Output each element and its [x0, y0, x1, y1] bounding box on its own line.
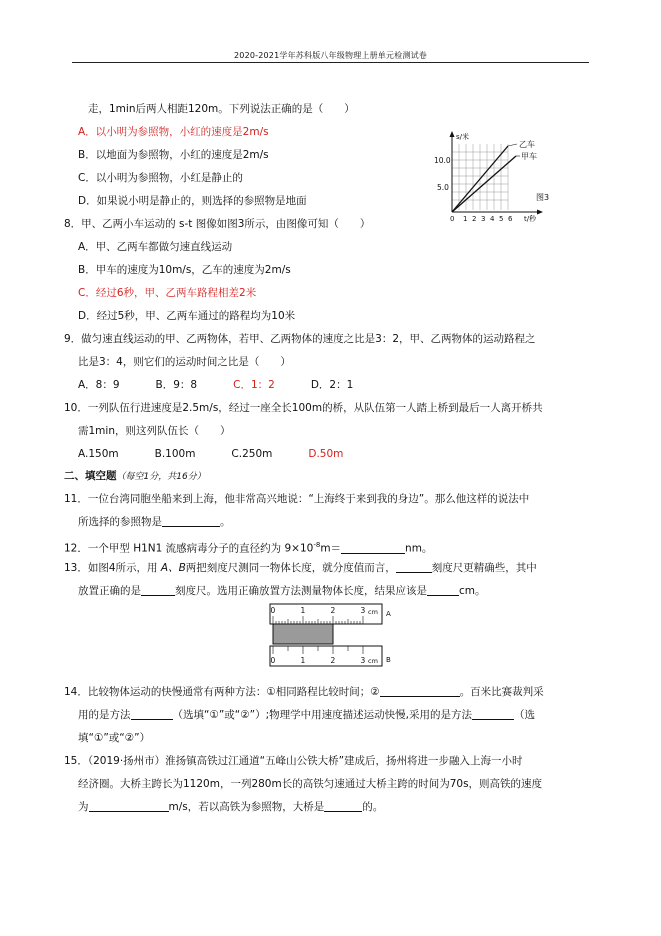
q14-text-d: （选填“①”或“②”）;物理学中用速度描述运动快慢,采用的是方法 — [172, 709, 472, 721]
ruler-a-tick-2: 2 — [330, 606, 336, 615]
q14-blank-1[interactable] — [380, 685, 460, 697]
ruler-b-unit: cm — [368, 657, 378, 665]
q9-line-1: 9．做匀速直线运动的甲、乙两物体，若甲、乙两物体的速度之比是3：2，甲、乙两物体的运动路程之 — [64, 333, 536, 345]
q13-text-e: 刻度尺。选用正确放置方法测量物体长度，结果应该是 — [175, 585, 427, 597]
graph-x-tick-1: 1 — [463, 215, 468, 223]
section-heading — [64, 469, 206, 484]
graph-figure-label: 图3 — [536, 193, 550, 202]
q8-option-d: D．经过5秒，甲、乙两车通过的路程均为10米 — [78, 310, 296, 322]
q15-line-2: 经济圈。大桥主跨长为1120m，一列280m长的高铁匀速通过大桥主跨的时间为70s，则高铁的速度 — [78, 778, 543, 790]
q12-text-c: nm。 — [405, 542, 433, 555]
q11-text: 所选择的参照物是 — [78, 516, 162, 528]
ruler-b-tick-1: 1 — [300, 656, 306, 665]
q11-period: 。 — [220, 516, 231, 528]
graph-y-arrow — [450, 131, 455, 137]
q15-text-b: m/s，若以高铁为参照物，大桥是 — [168, 801, 325, 813]
ruler-figure — [262, 602, 400, 672]
q7-option-c: C．以小明为参照物，小红是静止的 — [78, 172, 243, 184]
graph-x-axis-label: t/秒 — [524, 215, 537, 223]
graph-y-tick-5: 5.0 — [437, 183, 449, 192]
page-header: 2020-2021学年苏科版八年级物理上册单元检测试卷 — [233, 51, 427, 60]
q13-blank-3[interactable] — [427, 584, 459, 596]
q14-blank-2[interactable] — [131, 708, 173, 720]
q14-line-3: 填“①”或“②”） — [78, 732, 151, 744]
q15-blank-2[interactable] — [324, 800, 362, 812]
q15-line-1: 15．（2019·扬州市）淮扬镇高铁过江通道“五峰山公铁大桥”建成后，扬州将进一步融入上海一小时 — [64, 755, 523, 767]
graph-x-tick-5: 5 — [499, 215, 504, 223]
q14-text-c: 用的是方法 — [78, 709, 131, 721]
q10-options — [78, 447, 379, 461]
q13-blank-2[interactable] — [141, 584, 175, 596]
q8-option-a: A．甲、乙两车都做匀速直线运动 — [78, 241, 233, 253]
q12-line — [64, 538, 432, 556]
q13-text-f: cm。 — [459, 585, 486, 597]
q9-line-2: 比是3：4，则它们的运动时间之比是（ ） — [78, 356, 291, 368]
q12-text-a: 12．一个甲型 H1N1 流感病毒分子的直径约为 9×10 — [64, 542, 314, 555]
q8-stem: 8．甲、乙两小车运动的 s-t 图像如图3所示，由图像可知（ ） — [64, 218, 371, 230]
graph-x-tick-6: 6 — [508, 215, 513, 223]
q10-option-d: D.50m — [308, 448, 344, 460]
section-title: 二、填空题 — [64, 470, 117, 482]
q14-line-2 — [78, 708, 535, 722]
q14-text-b: 。百米比赛裁判采 — [459, 686, 544, 698]
q14-blank-3[interactable] — [472, 708, 514, 720]
q13-text-c: 刻度尺更精确些，其中 — [431, 562, 537, 574]
q13-line-1 — [64, 561, 537, 575]
ruler-b-tick-0: 0 — [270, 656, 276, 665]
q11-answer-blank[interactable] — [162, 515, 220, 527]
q15-text-a: 为 — [78, 801, 89, 813]
q7-option-a: A．以小明为参照物，小红的速度是2m/s — [78, 126, 269, 138]
graph-x-tick-4: 4 — [490, 215, 495, 223]
q10-option-a: A.150m — [78, 448, 119, 460]
q7-stem: 走，1min后两人相距120m。下列说法正确的是（ ） — [88, 103, 355, 115]
q7-option-d: D．如果说小明是静止的，则选择的参照物是地面 — [78, 195, 307, 207]
q13-text-d: 放置正确的是 — [78, 585, 141, 597]
graph-x-tick-3: 3 — [481, 215, 486, 223]
graph-x-arrow — [537, 210, 543, 215]
q15-line-3 — [78, 800, 383, 814]
ruler-a-tick-0: 0 — [270, 606, 276, 615]
ruler-a-tick-3: 3 — [360, 606, 366, 615]
q13-text-a: 13．如图4所示，用 — [64, 562, 161, 574]
series-label-yi: 乙车 — [519, 140, 535, 149]
q8-option-b: B．甲车的速度为10m/s，乙车的速度为2m/s — [78, 264, 291, 276]
series-label-jia: 甲车 — [521, 152, 537, 161]
q8-option-c: C．经过6秒，甲、乙两车路程相差2米 — [78, 287, 257, 299]
ruler-b-tick-3: 3 — [360, 656, 366, 665]
q12-text-b: m＝ — [320, 542, 342, 555]
section-note: （每空1分，共16分） — [116, 472, 206, 482]
q9-option-b: B．9：8 — [155, 379, 198, 391]
q15-blank-1[interactable] — [89, 800, 169, 812]
q10-option-c: C.250m — [231, 448, 273, 460]
q13-text-b: 两把刻度尺测同一物体长度，就分度值而言， — [185, 562, 396, 574]
q9-options — [78, 378, 389, 392]
ruler-b-label: B — [386, 656, 391, 664]
q14-line-1 — [64, 685, 544, 699]
graph-grid — [452, 144, 508, 210]
q9-option-d: D．2：1 — [310, 379, 354, 391]
graph-x-tick-0: 0 — [450, 215, 455, 223]
q9-option-a: A．8：9 — [78, 379, 120, 391]
q12-answer-blank[interactable] — [341, 542, 405, 554]
q13-line-2 — [78, 584, 486, 598]
graph-y-tick-10: 10.0 — [434, 156, 451, 165]
q14-text-e: （选 — [513, 709, 535, 721]
q11-line-1: 11．一位台湾同胞坐船来到上海，他非常高兴地说：“上海终于来到我的身边”。那么他这样的说法中 — [64, 493, 530, 505]
header-rule — [72, 62, 589, 63]
q10-line-2: 需1min，则这列队伍长（ ） — [78, 425, 231, 437]
q11-line-2 — [78, 515, 231, 529]
q13-blank-1[interactable] — [396, 561, 432, 573]
q12-exponent: -8 — [313, 541, 321, 549]
q14-text-a: 14．比较物体运动的快慢通常有两种方法：①相同路程比较时间；② — [64, 686, 380, 698]
q13-ab: A、B — [160, 562, 186, 574]
graph-x-tick-2: 2 — [472, 215, 477, 223]
st-graph-figure — [420, 128, 560, 228]
q10-option-b: B.100m — [154, 448, 196, 460]
ruler-b-tick-2: 2 — [330, 656, 336, 665]
q15-text-c: 的。 — [362, 801, 384, 813]
q10-line-1: 10．一列队伍行进速度是2.5m/s，经过一座全长100m的桥，从队伍第一人踏上桥到最后一人离开桥共 — [64, 402, 543, 414]
ruler-a-unit: cm — [368, 608, 378, 616]
graph-y-axis-label: s/米 — [456, 133, 470, 141]
ruler-a-label: A — [386, 610, 391, 618]
q7-option-b: B．以地面为参照物，小红的速度是2m/s — [78, 149, 269, 161]
measured-object — [273, 624, 333, 644]
q9-option-c: C．1：2 — [233, 379, 275, 391]
ruler-a-tick-1: 1 — [300, 606, 306, 615]
